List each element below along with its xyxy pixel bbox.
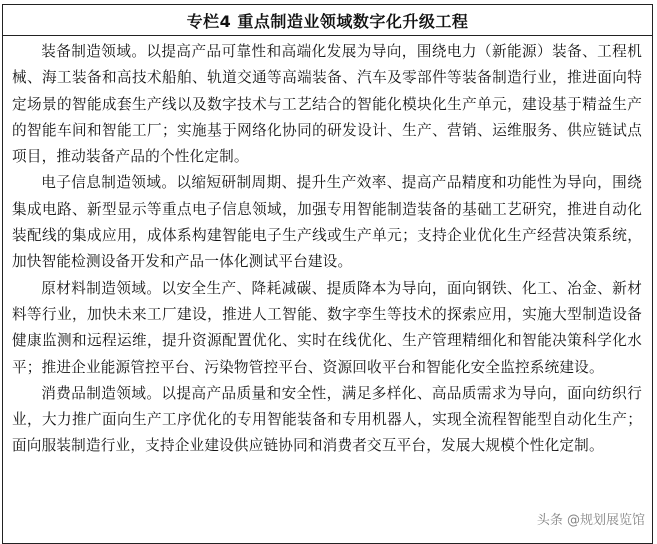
box-content bbox=[3, 36, 652, 460]
feature-box bbox=[2, 4, 653, 544]
box-title: 专栏4 重点制造业领域数字化升级工程 bbox=[3, 5, 652, 36]
paragraph-electronics: 电子信息制造领域。以缩短研制周期、提升生产效率、提高产品精度和功能性为导向，围绕集成电路、新型显示等重点电子信息领域，加强专用智能制造装备的基础工艺研究，推进自动化装配线的集成应用，成体系构建智能电子生产线或生产单元；支持企业优化生产经营决策系统，加快智能检测设备开发和产品一体化测试平台建设。 bbox=[12, 174, 642, 271]
watermark: 头条 @规划展览馆 bbox=[535, 509, 647, 528]
paragraph-equipment: 装备制造领域。以提高产品可靠性和高端化发展为导向，围绕电力（新能源）装备、工程机械、海工装备和高技术船舶、轨道交通等高端装备、汽车及零部件等装备制造行业，推进面向特定场景的智能成套生产线以及数字技术与工艺结合的智能化模块化生产单元，建设基于精益生产的智能车间和智能工厂；实施基于网络化协同的研发设计、生产、营销、运维服务、供应链试点项目，推动装备产品的个性化定制。 bbox=[12, 43, 642, 166]
paragraph-consumer-goods: 消费品制造领域。以提高产品质量和安全性，满足多样化、高品质需求为导向，面向纺织行业，大力推广面向生产工序优化的专用智能装备和专用机器人，实现全流程智能型自动化生产；面向服装制造行业，支持企业建设供应链协同和消费者交互平台，发展大规模个性化定制。 bbox=[12, 384, 642, 455]
paragraph-raw-materials: 原材料制造领域。以安全生产、降耗减碳、提质降本为导向，面向钢铁、化工、冶金、新材料等行业，加快未来工厂建设，推进人工智能、数字孪生等技术的探索应用，实施大型制造设备健康监测和远程运维，提升资源配置优化、实时在线优化、生产管理精细化和智能决策科学化水平；推进企业能源管控平台、污染物管控平台、资源回收平台和智能化安全监控系统建设。 bbox=[12, 279, 642, 376]
